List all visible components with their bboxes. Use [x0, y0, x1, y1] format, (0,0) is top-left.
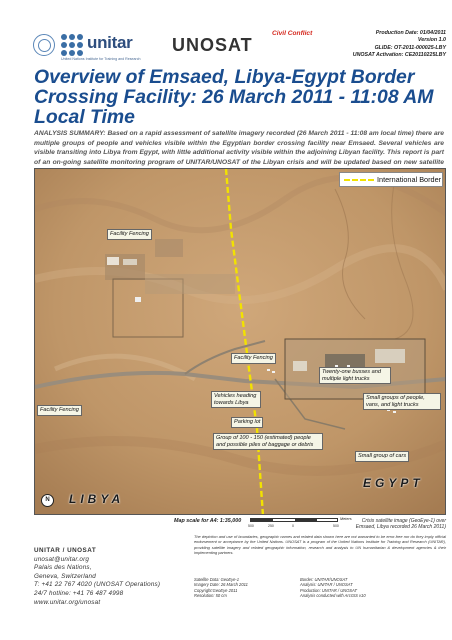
callout-small-cars: Small group of cars: [355, 451, 409, 462]
glide-label: GLIDE: OT-2011-000025-LBY: [374, 44, 446, 51]
scale-bar: [250, 518, 338, 522]
un-emblem-icon: [33, 34, 55, 56]
country-label-egypt: EGYPT: [363, 476, 424, 490]
contact-phone: T: +41 22 767 4020 (UNOSAT Operations): [34, 581, 161, 589]
imagery-date: Imagery Date: 26 March 2011: [194, 582, 248, 588]
border-source: Border: UNITAR/UNOSAT: [300, 577, 348, 582]
copyright-label: Copyright:GeoEye 2011: [194, 587, 238, 593]
scale-tick: 0: [292, 524, 294, 528]
contact-org: UNITAR / UNOSAT: [34, 547, 97, 554]
unosat-wordmark: UNOSAT: [172, 35, 253, 55]
callout-facility-fencing-north: Facility Fencing: [107, 229, 152, 240]
imagery-credit: Crisis satellite image (GeoEye-1) over Emsaed, Libya recorded 26 March 2011): [355, 518, 446, 531]
production-source: Production: UNITAR / UNOSAT: [300, 587, 357, 593]
callout-group-people: Group of 100 - 150 (estimated) people and possible piles of baggage or debris: [213, 433, 323, 450]
analysis-summary: ANALYSIS SUMMARY: Based on a rapid assessment of satellite imagery recorded (26 March 2011 - 11:08 am local time) there are multiple groups of people and vehicles visible within the Egyptian border crossing facility near Emsaed. Several vehicles are visible transiting into Libya from Egypt, with little additional activity visible within the adjoining Libyan facility. This report is part of an on-going satellite monitoring program of UNITAR/UNOSAT of the Libyan crisis and will be updated based on new satellite: [34, 130, 444, 166]
contact-address-1: Palais des Nations,: [34, 564, 92, 572]
imagery-metadata: [194, 577, 248, 599]
unitar-subtitle: United Nations Institute for Training and Research: [61, 57, 141, 61]
contact-hotline: 24/7 hotline: +41 76 487 4998: [34, 589, 124, 597]
report-header: [0, 0, 452, 64]
production-info: [353, 30, 446, 59]
scale-tick: 250: [268, 524, 274, 528]
map-legend: [339, 172, 443, 187]
border-line-symbol: [344, 179, 374, 181]
callout-facility-fencing-center: Facility Fencing: [231, 353, 276, 364]
report-title: Overview of Emsaed, Libya-Egypt Border Crossing Facility: 26 March 2011 - 11:08 AM Local Time: [34, 66, 434, 128]
contact-email[interactable]: unosat@unitar.org: [34, 555, 90, 563]
satellite-data: Satellite Data: GeoEye-1: [194, 577, 240, 582]
scale-unit: Meters: [340, 517, 352, 521]
software-label: Analysis conducted with ArcGIS v10: [300, 593, 366, 599]
scale-tick: 500: [333, 524, 339, 528]
country-label-libya: LIBYA: [69, 492, 125, 506]
resolution-label: Resolution: 50 cm: [194, 593, 227, 599]
production-date: Production Date: 01/04/2011: [375, 30, 446, 36]
unitar-wordmark: unitar: [87, 33, 133, 52]
activation-label: UNOSAT Activation: CE20110225LBY: [352, 51, 446, 58]
north-arrow-icon: N: [41, 494, 54, 507]
contact-website[interactable]: www.unitar.org/unosat: [34, 598, 101, 606]
contact-address-2: Geneva, Switzerland: [34, 572, 96, 580]
satellite-map[interactable]: [34, 168, 446, 515]
legend-label: International Border: [377, 175, 442, 184]
callout-small-groups: Small groups of people, vans, and light trucks: [363, 393, 441, 410]
unitar-logo-icon: [61, 34, 83, 56]
production-metadata: [300, 577, 366, 599]
scale-tick: 500: [248, 524, 254, 528]
map-scale-label: Map scale for A4: 1:35,000: [174, 518, 242, 524]
analysis-source: Analysis: UNITAR / UNOSAT: [300, 582, 353, 588]
disclaimer-text: The depiction and use of boundaries, geographic names and related data shown here are not warranted to be error-free nor do they imply official endorsement or acceptance by the United Nations. UNOSAT is a program of the United Nations Institute for Training and Research (UNITAR), providing satellite imagery and related geographic information, research and analysis to UN humanitarian & development agencies & their implementing partners.: [194, 534, 446, 555]
callout-parking-lot: Parking lot: [231, 417, 263, 428]
satellite-imagery: [35, 169, 446, 515]
callout-buses: Twenty-one busses and multiple light trucks: [319, 367, 391, 384]
callout-facility-fencing-west: Facility Fencing: [37, 405, 82, 416]
category-label: Civil Conflict: [272, 30, 313, 37]
contact-block: [34, 547, 160, 607]
version-label: Version 1.0: [417, 37, 446, 44]
callout-vehicles-heading: Vehicles heading towards Libya: [211, 391, 261, 408]
